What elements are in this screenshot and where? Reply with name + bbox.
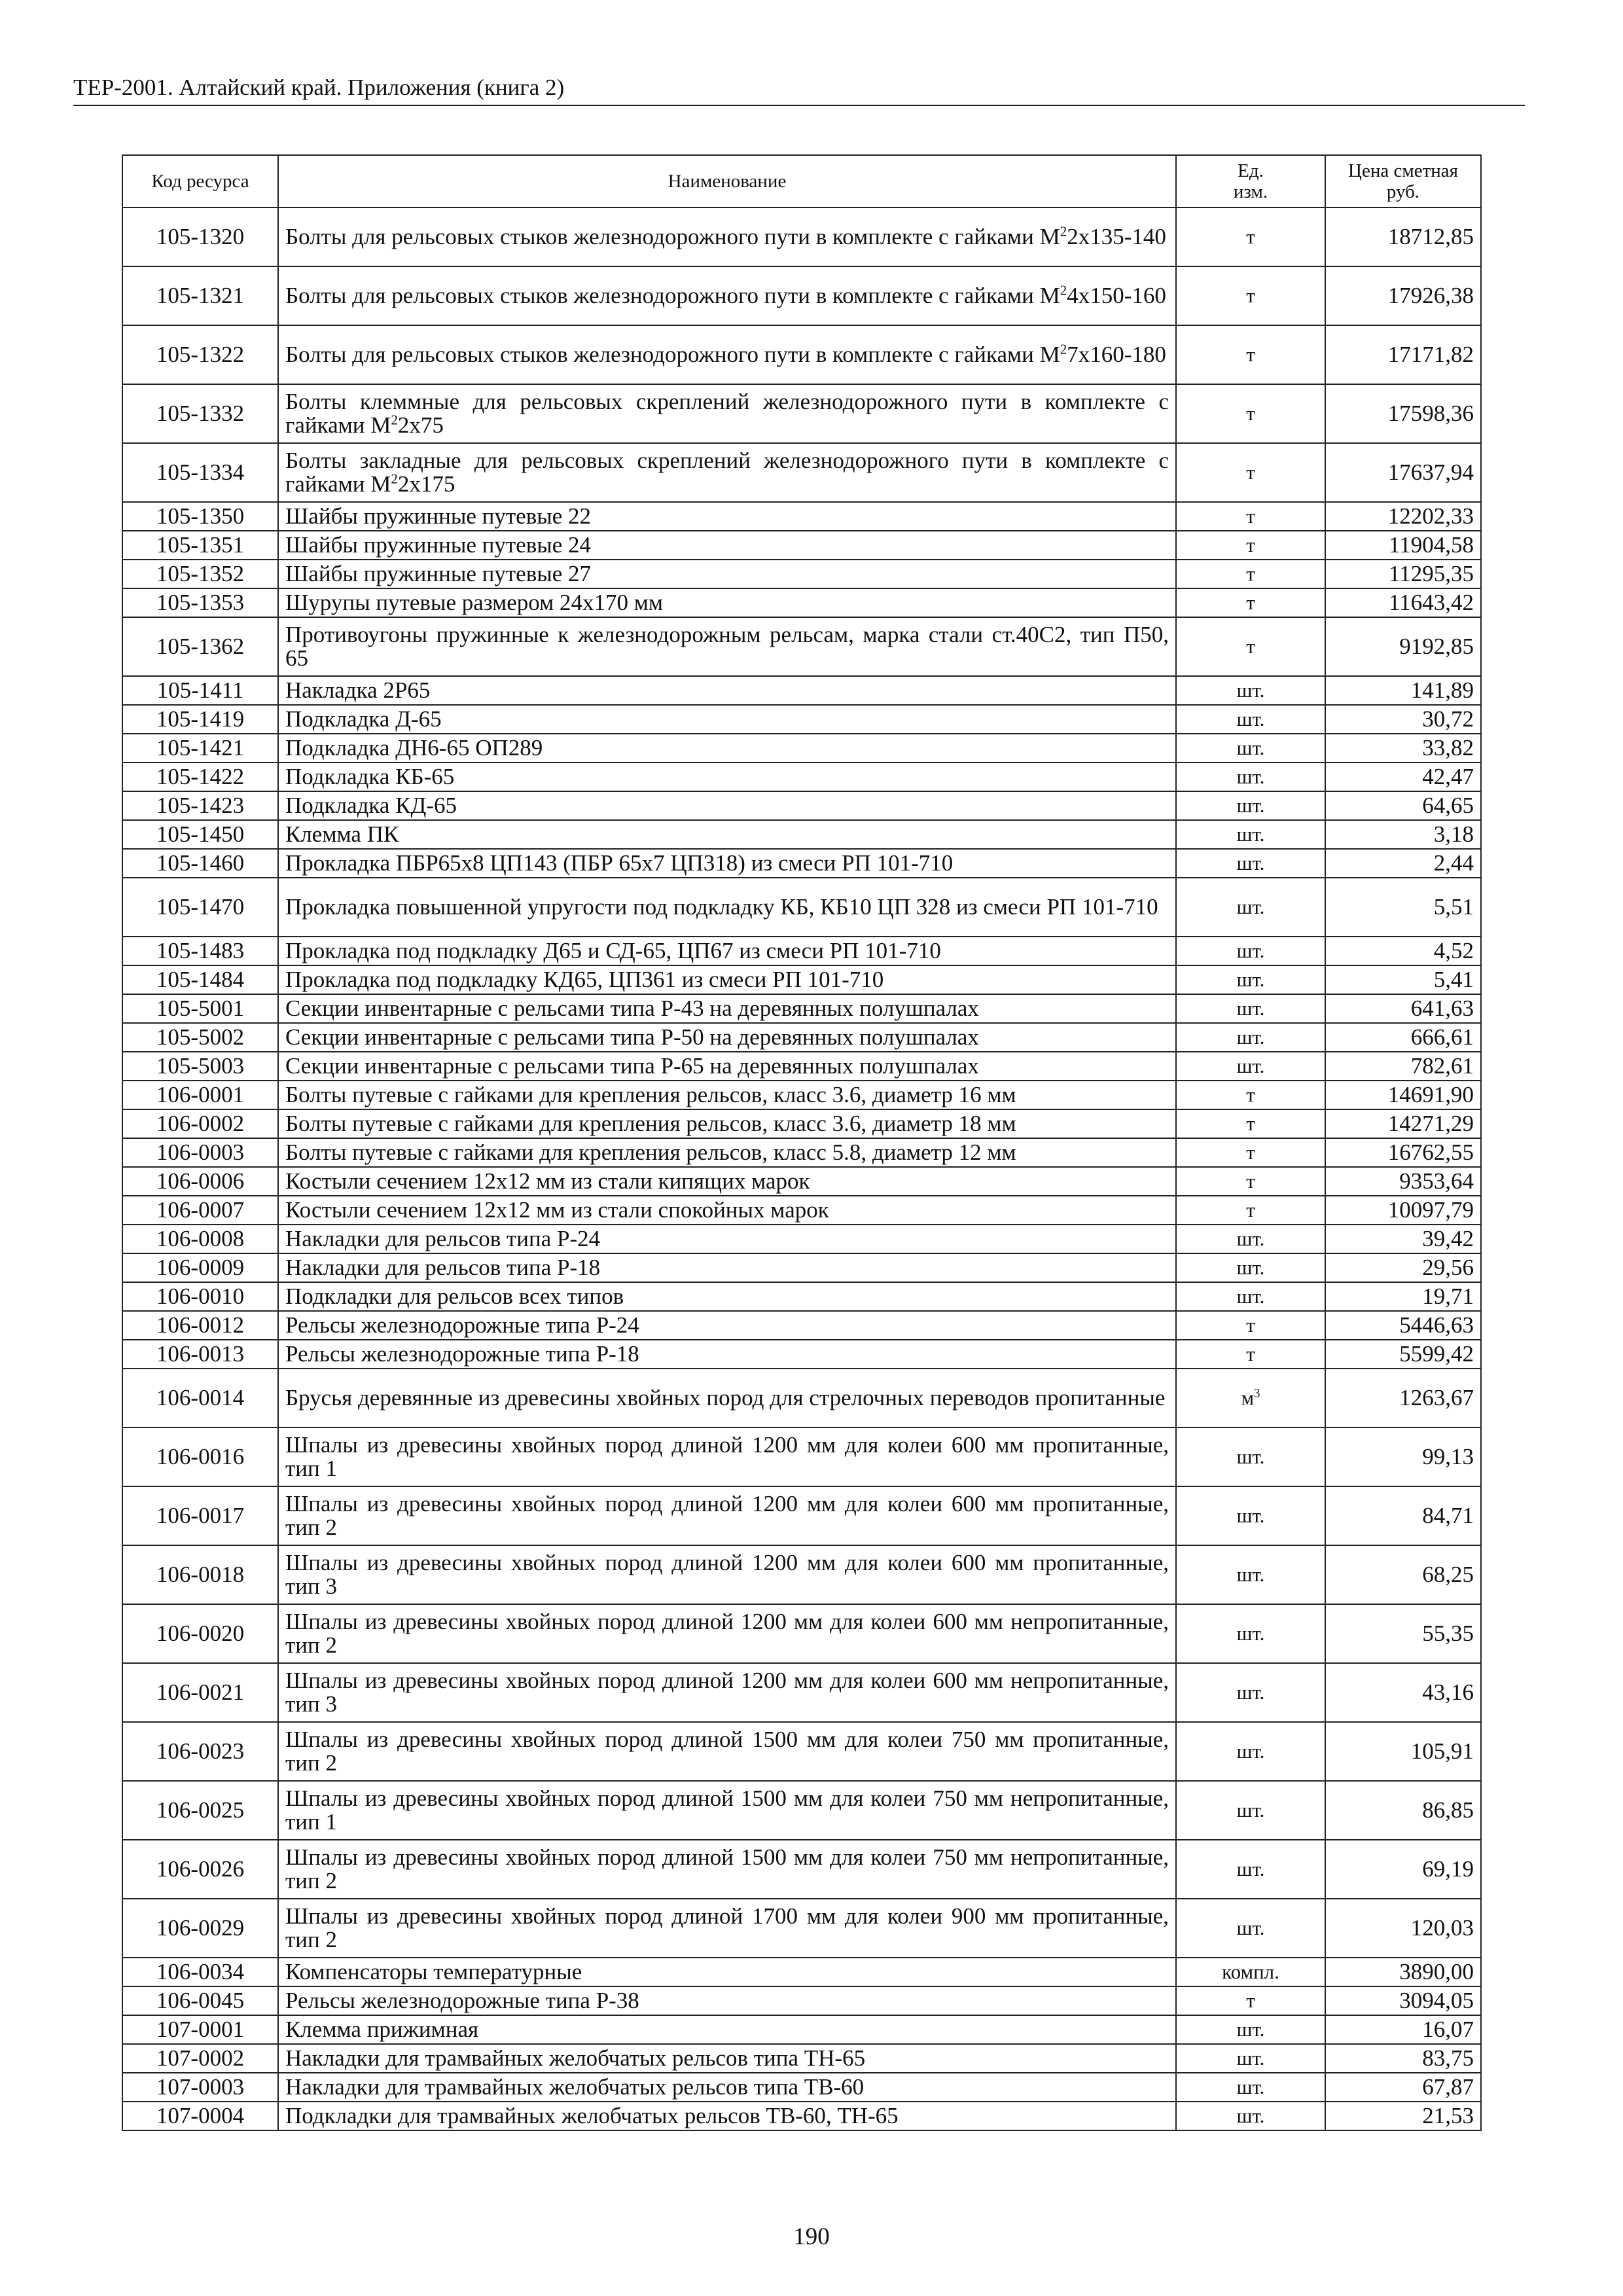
cell-name: Клемма прижимная [278, 2015, 1176, 2044]
table-row [122, 560, 1481, 588]
cell-code: 105-1422 [122, 762, 278, 791]
cell-unit: шт. [1176, 937, 1325, 965]
table-row [122, 2102, 1481, 2130]
cell-price: 141,89 [1325, 676, 1481, 705]
cell-unit: шт. [1176, 2044, 1325, 2073]
cell-name: Шпалы из древесины хвойных пород длиной 1700 мм для колеи 900 мм пропитанные, тип 2 [278, 1899, 1176, 1958]
cell-price: 67,87 [1325, 2073, 1481, 2102]
col-header-code: Код ресурса [122, 155, 278, 207]
col-header-name: Наименование [278, 155, 1176, 207]
cell-unit: т [1176, 1167, 1325, 1196]
cell-code: 106-0013 [122, 1340, 278, 1369]
cell-code: 106-0045 [122, 1986, 278, 2015]
cell-price: 641,63 [1325, 994, 1481, 1023]
table-row [122, 705, 1481, 734]
table-row [122, 531, 1481, 560]
cell-price: 30,72 [1325, 705, 1481, 734]
table-row [122, 2073, 1481, 2102]
page-number: 190 [793, 2223, 830, 2250]
cell-code: 105-1352 [122, 560, 278, 588]
cell-unit: шт. [1176, 1225, 1325, 1253]
cell-name: Прокладка ПБР65х8 ЦП143 (ПБР 65х7 ЦП318) из смеси РП 101-710 [278, 849, 1176, 878]
cell-unit: т [1176, 1986, 1325, 2015]
table-row [122, 1369, 1481, 1427]
cell-unit: шт. [1176, 1840, 1325, 1899]
cell-name: Болты путевые с гайками для крепления рельсов, класс 3.6, диаметр 16 мм [278, 1081, 1176, 1109]
cell-price: 33,82 [1325, 734, 1481, 762]
cell-name: Накладки для трамвайных желобчатых рельсов типа ТН-65 [278, 2044, 1176, 2073]
cell-name: Шурупы путевые размером 24x170 мм [278, 588, 1176, 617]
cell-code: 105-1320 [122, 207, 278, 266]
cell-price: 99,13 [1325, 1427, 1481, 1486]
table-row [122, 1958, 1481, 1986]
cell-code: 105-1353 [122, 588, 278, 617]
cell-price: 9192,85 [1325, 617, 1481, 676]
cell-unit: т [1176, 617, 1325, 676]
cell-unit: шт. [1176, 762, 1325, 791]
table-row [122, 1282, 1481, 1311]
table-row [122, 791, 1481, 820]
cell-price: 16762,55 [1325, 1138, 1481, 1167]
cell-unit: т [1176, 1196, 1325, 1225]
cell-price: 11643,42 [1325, 588, 1481, 617]
table-row [122, 1545, 1481, 1604]
cell-unit: т [1176, 588, 1325, 617]
col-header-price [1325, 155, 1481, 207]
table-row [122, 1899, 1481, 1958]
cell-code: 106-0034 [122, 1958, 278, 1986]
cell-code: 107-0002 [122, 2044, 278, 2073]
table-row [122, 1253, 1481, 1282]
cell-name: Шпалы из древесины хвойных пород длиной 1500 мм для колеи 750 мм непропитанные, тип 1 [278, 1781, 1176, 1840]
table-row [122, 878, 1481, 937]
table-row [122, 443, 1481, 502]
cell-code: 107-0004 [122, 2102, 278, 2130]
cell-price: 3094,05 [1325, 1986, 1481, 2015]
cell-name: Костыли сечением 12x12 мм из стали спокойных марок [278, 1196, 1176, 1225]
cell-code: 106-0007 [122, 1196, 278, 1225]
cell-name: Шайбы пружинные путевые 24 [278, 531, 1176, 560]
cell-price: 4,52 [1325, 937, 1481, 965]
table-row [122, 2015, 1481, 2044]
cell-unit: компл. [1176, 1958, 1325, 1986]
cell-unit: шт. [1176, 1023, 1325, 1052]
cell-price: 10097,79 [1325, 1196, 1481, 1225]
cell-code: 105-1362 [122, 617, 278, 676]
cell-name: Шайбы пружинные путевые 22 [278, 502, 1176, 531]
cell-name: Шпалы из древесины хвойных пород длиной 1200 мм для колеи 600 мм пропитанные, тип 2 [278, 1486, 1176, 1545]
cell-code: 106-0023 [122, 1722, 278, 1781]
table-row [122, 849, 1481, 878]
cell-code: 105-1460 [122, 849, 278, 878]
cell-unit: $м^3$ [1176, 1369, 1325, 1427]
cell-unit: т [1176, 531, 1325, 560]
cell-name: Болты для рельсовых стыков железнодорожного пути в комплекте с гайками $М^24x150-160$ [278, 266, 1176, 325]
cell-price: 11295,35 [1325, 560, 1481, 588]
cell-unit: шт. [1176, 2015, 1325, 2044]
cell-name: Шайбы пружинные путевые 27 [278, 560, 1176, 588]
table-row [122, 1081, 1481, 1109]
cell-unit: шт. [1176, 1052, 1325, 1081]
cell-price: 17926,38 [1325, 266, 1481, 325]
cell-price: 16,07 [1325, 2015, 1481, 2044]
cell-code: 105-1411 [122, 676, 278, 705]
cell-price: 18712,85 [1325, 207, 1481, 266]
cell-name: Болты закладные для рельсовых скреплений железнодорожного пути в комплекте с гайками $М^22x175$ [278, 443, 1176, 502]
cell-code: 105-1484 [122, 965, 278, 994]
cell-price: 9353,64 [1325, 1167, 1481, 1196]
cell-name: Накладки для рельсов типа Р-24 [278, 1225, 1176, 1253]
cell-price: 782,61 [1325, 1052, 1481, 1081]
cell-price: 14271,29 [1325, 1109, 1481, 1138]
cell-name: Подкладки для рельсов всех типов [278, 1282, 1176, 1311]
cell-unit: шт. [1176, 1722, 1325, 1781]
table-row [122, 617, 1481, 676]
cell-name: Костыли сечением 12x12 мм из стали кипящих марок [278, 1167, 1176, 1196]
cell-code: 105-1450 [122, 820, 278, 849]
cell-price: 120,03 [1325, 1899, 1481, 1958]
col-header-unit-line2: изм. [1233, 181, 1268, 202]
cell-price: 29,56 [1325, 1253, 1481, 1282]
cell-price: 2,44 [1325, 849, 1481, 878]
cell-unit: шт. [1176, 791, 1325, 820]
cell-name: Компенсаторы температурные [278, 1958, 1176, 1986]
table-row [122, 1138, 1481, 1167]
cell-code: 105-1322 [122, 325, 278, 384]
cell-price: 19,71 [1325, 1282, 1481, 1311]
table-row [122, 1781, 1481, 1840]
table-row [122, 1052, 1481, 1081]
cell-code: 106-0026 [122, 1840, 278, 1899]
cell-name: Шпалы из древесины хвойных пород длиной 1200 мм для колеи 600 мм пропитанные, тип 1 [278, 1427, 1176, 1486]
cell-unit: шт. [1176, 2102, 1325, 2130]
table-row [122, 1196, 1481, 1225]
cell-name: Секции инвентарные с рельсами типа Р-43 на деревянных полушпалах [278, 994, 1176, 1023]
cell-code: 105-1334 [122, 443, 278, 502]
cell-unit: т [1176, 1138, 1325, 1167]
cell-price: 39,42 [1325, 1225, 1481, 1253]
cell-code: 105-5001 [122, 994, 278, 1023]
cell-unit: шт. [1176, 878, 1325, 937]
cell-unit: т [1176, 1081, 1325, 1109]
cell-name: Болты для рельсовых стыков железнодорожного пути в комплекте с гайками $М^27x160-180$ [278, 325, 1176, 384]
running-header: ТЕР-2001. Алтайский край. Приложения (книга 2) [73, 73, 1525, 106]
cell-name: Болты клеммные для рельсовых скреплений железнодорожного пути в комплекте с гайками $М^22x75$ [278, 384, 1176, 443]
cell-name: Клемма ПК [278, 820, 1176, 849]
table-row [122, 965, 1481, 994]
cell-name: Рельсы железнодорожные типа Р-18 [278, 1340, 1176, 1369]
table-row [122, 1167, 1481, 1196]
table-row [122, 1225, 1481, 1253]
cell-code: 106-0012 [122, 1311, 278, 1340]
table-row [122, 325, 1481, 384]
cell-code: 105-1423 [122, 791, 278, 820]
cell-price: 12202,33 [1325, 502, 1481, 531]
cell-code: 105-5002 [122, 1023, 278, 1052]
cell-code: 106-0029 [122, 1899, 278, 1958]
cell-price: 666,61 [1325, 1023, 1481, 1052]
table-row [122, 1663, 1481, 1722]
cell-price: 43,16 [1325, 1663, 1481, 1722]
cell-unit: т [1176, 266, 1325, 325]
table-row [122, 502, 1481, 531]
cell-price: 17598,36 [1325, 384, 1481, 443]
cell-name: Шпалы из древесины хвойных пород длиной 1200 мм для колеи 600 мм пропитанные, тип 3 [278, 1545, 1176, 1604]
cell-name: Накладки для рельсов типа Р-18 [278, 1253, 1176, 1282]
cell-price: 5446,63 [1325, 1311, 1481, 1340]
col-header-unit [1176, 155, 1325, 207]
cell-name: Болты путевые с гайками для крепления рельсов, класс 5.8, диаметр 12 мм [278, 1138, 1176, 1167]
table-row [122, 1023, 1481, 1052]
table-row [122, 1427, 1481, 1486]
resource-price-table [122, 154, 1482, 2131]
cell-unit: шт. [1176, 1545, 1325, 1604]
cell-price: 1263,67 [1325, 1369, 1481, 1427]
cell-name: Накладка 2Р65 [278, 676, 1176, 705]
cell-unit: шт. [1176, 1486, 1325, 1545]
table-row [122, 1986, 1481, 2015]
cell-price: 83,75 [1325, 2044, 1481, 2073]
cell-unit: т [1176, 207, 1325, 266]
cell-code: 106-0016 [122, 1427, 278, 1486]
cell-price: 64,65 [1325, 791, 1481, 820]
table-row [122, 588, 1481, 617]
cell-code: 105-1350 [122, 502, 278, 531]
cell-unit: шт. [1176, 849, 1325, 878]
table-row [122, 266, 1481, 325]
cell-name: Подкладка КБ-65 [278, 762, 1176, 791]
cell-unit: т [1176, 325, 1325, 384]
cell-name: Прокладка под подкладку КД65, ЦП361 из смеси РП 101-710 [278, 965, 1176, 994]
cell-code: 106-0001 [122, 1081, 278, 1109]
cell-price: 5,41 [1325, 965, 1481, 994]
cell-code: 106-0010 [122, 1282, 278, 1311]
cell-name: Брусья деревянные из древесины хвойных пород для стрелочных переводов пропитанные [278, 1369, 1176, 1427]
cell-price: 69,19 [1325, 1840, 1481, 1899]
cell-code: 106-0003 [122, 1138, 278, 1167]
table-row [122, 994, 1481, 1023]
cell-name: Накладки для трамвайных желобчатых рельсов типа ТВ-60 [278, 2073, 1176, 2102]
cell-code: 106-0002 [122, 1109, 278, 1138]
table-row [122, 937, 1481, 965]
cell-code: 106-0009 [122, 1253, 278, 1282]
cell-name: Шпалы из древесины хвойных пород длиной 1200 мм для колеи 600 мм непропитанные, тип 3 [278, 1663, 1176, 1722]
cell-code: 106-0021 [122, 1663, 278, 1722]
cell-code: 105-1470 [122, 878, 278, 937]
col-header-price-line1: Цена сметная [1348, 160, 1458, 181]
cell-unit: т [1176, 502, 1325, 531]
cell-unit: шт. [1176, 1282, 1325, 1311]
table-row [122, 820, 1481, 849]
cell-name: Прокладка под подкладку Д65 и СД-65, ЦП67 из смеси РП 101-710 [278, 937, 1176, 965]
cell-name: Секции инвентарные с рельсами типа Р-50 на деревянных полушпалах [278, 1023, 1176, 1052]
table-row [122, 384, 1481, 443]
table-row [122, 207, 1481, 266]
cell-price: 105,91 [1325, 1722, 1481, 1781]
cell-name: Рельсы железнодорожные типа Р-38 [278, 1986, 1176, 2015]
cell-code: 105-1321 [122, 266, 278, 325]
cell-unit: т [1176, 1340, 1325, 1369]
cell-price: 42,47 [1325, 762, 1481, 791]
cell-unit: шт. [1176, 994, 1325, 1023]
cell-price: 55,35 [1325, 1604, 1481, 1663]
table-row [122, 1604, 1481, 1663]
cell-code: 107-0001 [122, 2015, 278, 2044]
cell-unit: шт. [1176, 1663, 1325, 1722]
table-body [122, 207, 1481, 2130]
cell-unit: шт. [1176, 676, 1325, 705]
cell-unit: шт. [1176, 1781, 1325, 1840]
cell-price: 3890,00 [1325, 1958, 1481, 1986]
table-row [122, 1722, 1481, 1781]
cell-code: 105-5003 [122, 1052, 278, 1081]
cell-unit: шт. [1176, 2073, 1325, 2102]
cell-price: 3,18 [1325, 820, 1481, 849]
cell-price: 5,51 [1325, 878, 1481, 937]
cell-name: Подкладка КД-65 [278, 791, 1176, 820]
table-row [122, 2044, 1481, 2073]
cell-unit: шт. [1176, 705, 1325, 734]
cell-unit: шт. [1176, 820, 1325, 849]
cell-code: 106-0008 [122, 1225, 278, 1253]
cell-price: 17637,94 [1325, 443, 1481, 502]
cell-code: 106-0017 [122, 1486, 278, 1545]
cell-price: 5599,42 [1325, 1340, 1481, 1369]
cell-code: 105-1421 [122, 734, 278, 762]
cell-unit: шт. [1176, 1604, 1325, 1663]
cell-code: 106-0025 [122, 1781, 278, 1840]
col-header-unit-line1: Ед. [1238, 160, 1264, 181]
cell-unit: т [1176, 560, 1325, 588]
cell-name: Шпалы из древесины хвойных пород длиной 1500 мм для колеи 750 мм пропитанные, тип 2 [278, 1722, 1176, 1781]
cell-code: 106-0006 [122, 1167, 278, 1196]
cell-unit: т [1176, 384, 1325, 443]
cell-price: 17171,82 [1325, 325, 1481, 384]
cell-name: Подкладка ДН6-65 ОП289 [278, 734, 1176, 762]
cell-code: 106-0014 [122, 1369, 278, 1427]
cell-name: Шпалы из древесины хвойных пород длиной 1500 мм для колеи 750 мм непропитанные, тип 2 [278, 1840, 1176, 1899]
cell-name: Противоугоны пружинные к железнодорожным рельсам, марка стали ст.40С2, тип П50, 65 [278, 617, 1176, 676]
table-row [122, 1340, 1481, 1369]
table-row [122, 1840, 1481, 1899]
cell-unit: шт. [1176, 1427, 1325, 1486]
cell-unit: шт. [1176, 1253, 1325, 1282]
table-row [122, 1311, 1481, 1340]
cell-name: Секции инвентарные с рельсами типа Р-65 на деревянных полушпалах [278, 1052, 1176, 1081]
cell-unit: т [1176, 1311, 1325, 1340]
cell-unit: шт. [1176, 734, 1325, 762]
cell-code: 105-1351 [122, 531, 278, 560]
cell-price: 21,53 [1325, 2102, 1481, 2130]
cell-unit: т [1176, 443, 1325, 502]
cell-price: 11904,58 [1325, 531, 1481, 560]
cell-name: Болты путевые с гайками для крепления рельсов, класс 3.6, диаметр 18 мм [278, 1109, 1176, 1138]
cell-price: 86,85 [1325, 1781, 1481, 1840]
cell-code: 106-0018 [122, 1545, 278, 1604]
cell-name: Болты для рельсовых стыков железнодорожного пути в комплекте с гайками $М^22x135-140$ [278, 207, 1176, 266]
cell-name: Шпалы из древесины хвойных пород длиной 1200 мм для колеи 600 мм непропитанные, тип 2 [278, 1604, 1176, 1663]
cell-code: 105-1483 [122, 937, 278, 965]
cell-name: Прокладка повышенной упругости под подкладку КБ, КБ10 ЦП 328 из смеси РП 101-710 [278, 878, 1176, 937]
cell-code: 107-0003 [122, 2073, 278, 2102]
cell-name: Подкладки для трамвайных желобчатых рельсов ТВ-60, ТН-65 [278, 2102, 1176, 2130]
table-header-row [122, 155, 1481, 207]
cell-code: 106-0020 [122, 1604, 278, 1663]
cell-unit: шт. [1176, 965, 1325, 994]
col-header-price-line2: руб. [1386, 181, 1420, 202]
cell-code: 105-1332 [122, 384, 278, 443]
cell-name: Подкладка Д-65 [278, 705, 1176, 734]
cell-price: 68,25 [1325, 1545, 1481, 1604]
table-row [122, 762, 1481, 791]
table-row [122, 1486, 1481, 1545]
cell-price: 14691,90 [1325, 1081, 1481, 1109]
table-row [122, 734, 1481, 762]
cell-unit: т [1176, 1109, 1325, 1138]
cell-unit: шт. [1176, 1899, 1325, 1958]
cell-name: Рельсы железнодорожные типа Р-24 [278, 1311, 1176, 1340]
table-row [122, 1109, 1481, 1138]
table-row [122, 676, 1481, 705]
cell-code: 105-1419 [122, 705, 278, 734]
cell-price: 84,71 [1325, 1486, 1481, 1545]
